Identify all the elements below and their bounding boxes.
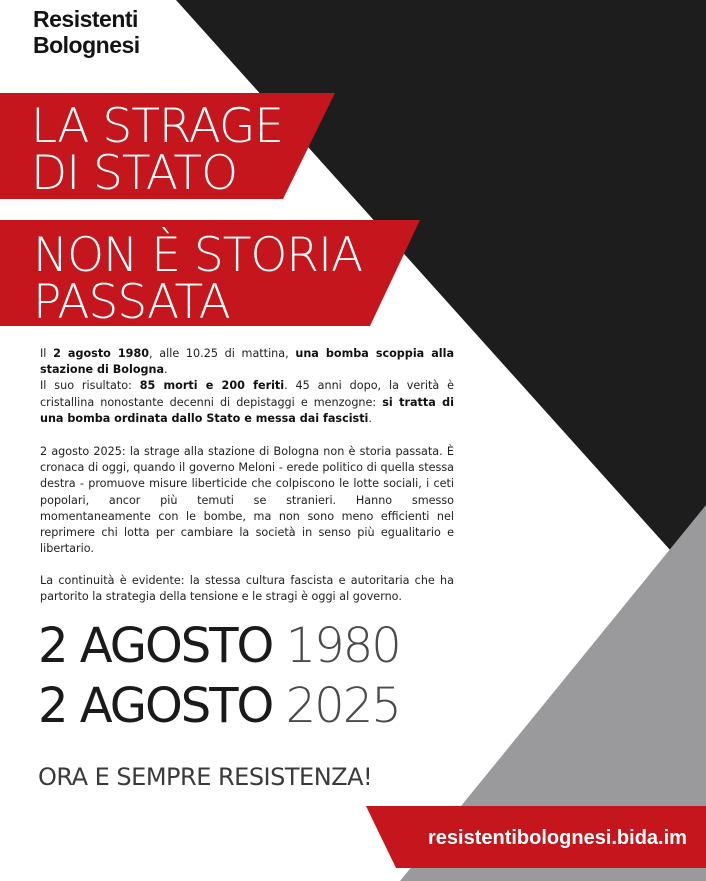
date-label: 2 AGOSTO <box>38 618 273 674</box>
subheadline-line1: NON È STORIA <box>33 228 363 283</box>
p1-bomb: una bomba scoppia alla stazione di Bologna <box>40 347 454 377</box>
p1-text: Il <box>40 347 54 360</box>
headline-line2: DI STATO <box>31 146 238 201</box>
date-line-1980 <box>38 620 400 672</box>
p1-conclusion: si tratta di una bomba ordinata dallo Stato e messa dai fascisti <box>40 395 454 425</box>
date-year: 2025 <box>285 678 400 734</box>
organization-line2: Bolognesi <box>33 32 140 58</box>
website-link[interactable]: resistentibolognesi.bida.im <box>428 827 687 849</box>
subheadline-line2: PASSATA <box>33 275 230 330</box>
headline-line1: LA STRAGE <box>31 99 284 154</box>
headline <box>31 99 284 201</box>
subheadline <box>33 228 363 330</box>
p1-text: Il suo risultato: <box>40 379 140 393</box>
paragraph-3: La continuità è evidente: la stessa cultura fascista e autoritaria che ha partorito la strategia della tensione e le stragi è oggi al governo. <box>40 574 454 604</box>
p1-date: 2 agosto 1980 <box>53 347 150 360</box>
date-line-2025 <box>38 680 400 732</box>
p1-text: . <box>164 363 168 377</box>
p1-text: . 45 anni dopo, la verità è cristallina nonostante decenni di depistaggi e menzogne: <box>40 379 454 409</box>
date-year: 1980 <box>285 618 400 674</box>
motto: ORA E SEMPRE RESISTENZA! <box>38 763 373 791</box>
organization-line1: Resistenti <box>33 6 138 32</box>
p1-casualties: 85 morti e 200 feriti <box>139 379 285 393</box>
date-label: 2 AGOSTO <box>38 678 273 734</box>
paragraph-1 <box>40 346 454 427</box>
organization-logo <box>33 6 140 58</box>
paragraph-2: 2 agosto 2025: la strage alla stazione di Bologna non è storia passata. È cronaca di oggi, quando il governo Meloni - erede politico di quella stessa destra - promuove misure liberticide che colpiscono le lotte sociali, i ceti popolari, ancor più temuti se stranieri. Hanno smesso momentaneamente con le bombe, ma non sono meno efficienti nel reprimere chi lotta per cambiare la società in senso più egualitario e libertario. <box>40 445 454 556</box>
p1-text: . <box>368 411 372 425</box>
p1-text: , alle 10.25 di mattina, <box>149 347 296 360</box>
